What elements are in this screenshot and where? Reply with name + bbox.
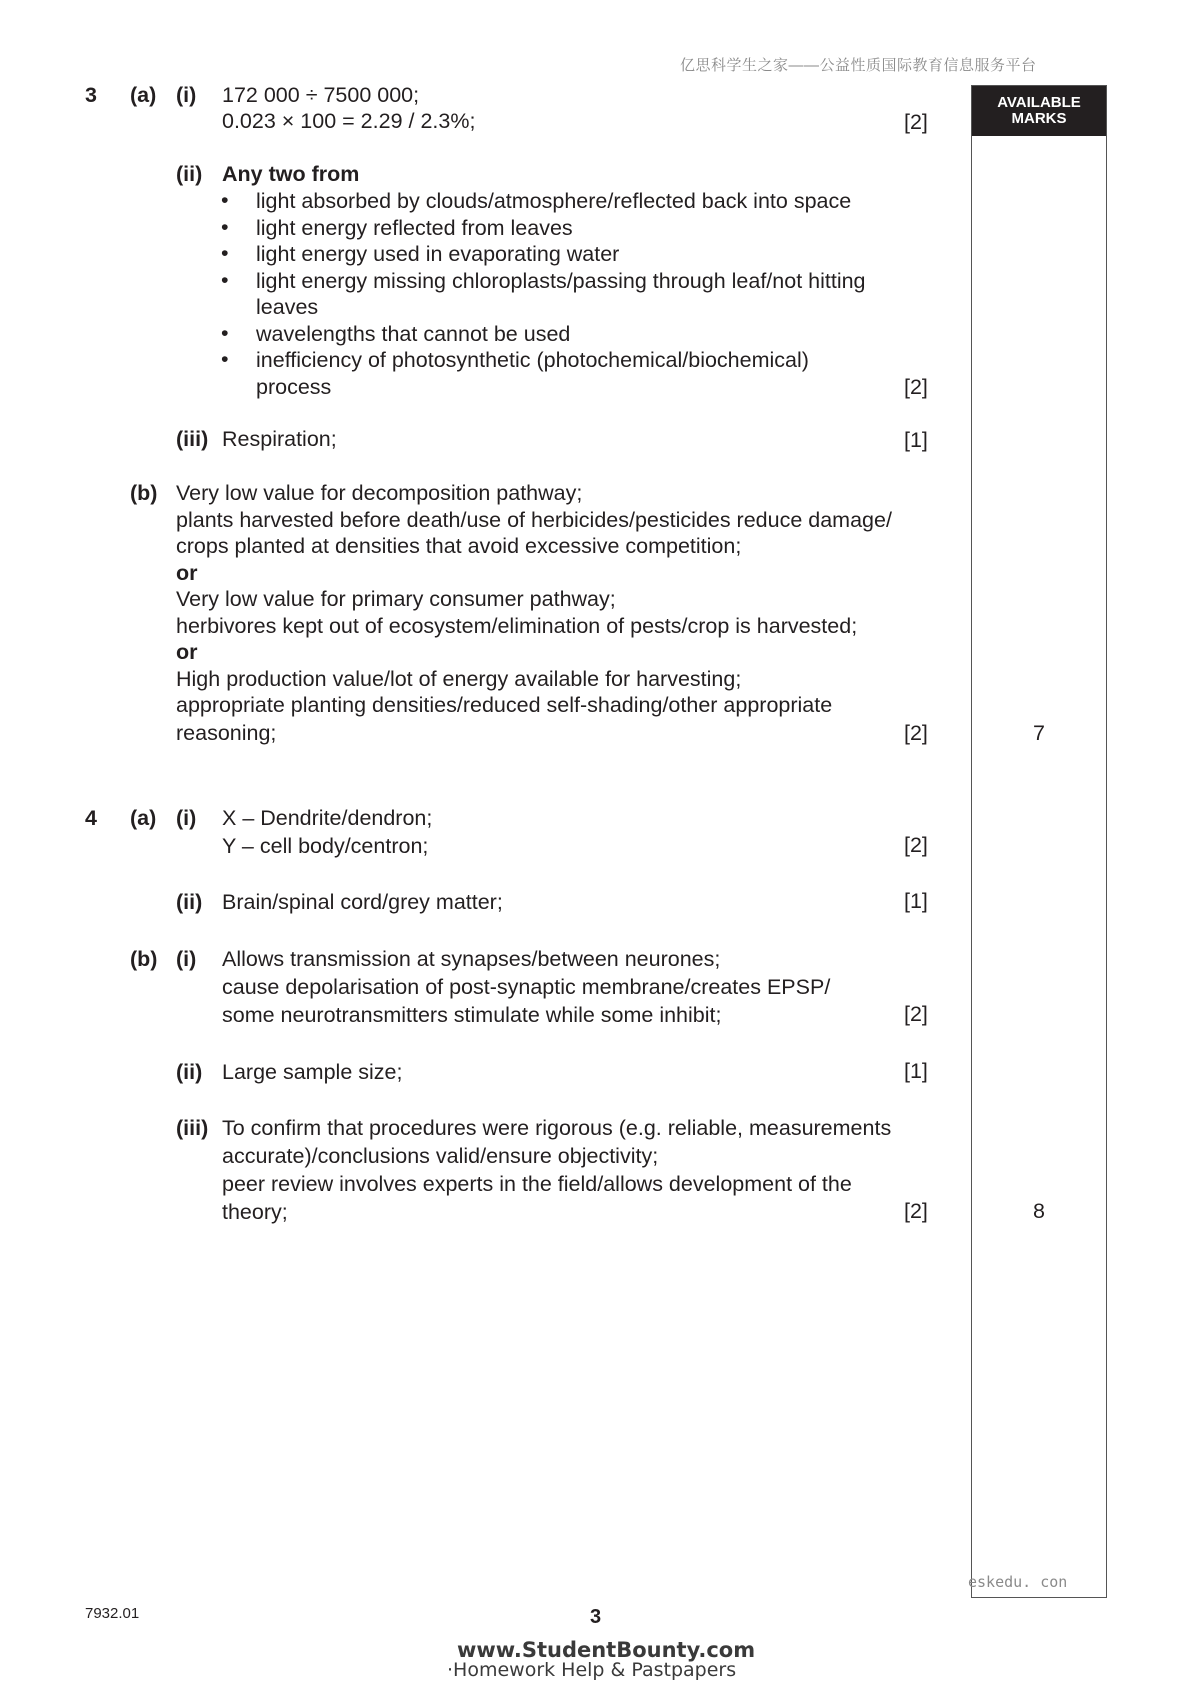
q3-a-ii-bullet-1: light absorbed by clouds/atmosphere/reflected back into space: [256, 189, 852, 213]
q3-a-i-mark: [2]: [904, 110, 928, 134]
q3-b-line-2: plants harvested before death/use of herbicides/pesticides reduce damage/: [176, 508, 892, 532]
q3-b-line-5: Very low value for primary consumer pathway;: [176, 587, 616, 611]
q3-a-i-line2: 0.023 × 100 = 2.29 / 2.3%;: [222, 109, 476, 133]
q3-b-line-3: crops planted at densities that avoid excessive competition;: [176, 534, 742, 558]
q4-b-i-mark: [2]: [904, 1002, 928, 1026]
q3-a-ii-bullet-2: light energy reflected from leaves: [256, 216, 573, 240]
q3-a-ii-bullet-4: light energy missing chloroplasts/passing through leaf/not hitting: [256, 269, 866, 293]
q4-b-iii-line-3: peer review involves experts in the field/allows development of the: [222, 1172, 852, 1196]
q3-b-or-2: or: [176, 640, 198, 664]
q4-number: 4: [85, 806, 97, 830]
q4-b-ii-text: Large sample size;: [222, 1060, 403, 1084]
q3-b-label: (b): [130, 481, 158, 505]
q4-b-ii-mark: [1]: [904, 1059, 928, 1083]
q3-number: 3: [85, 83, 97, 107]
q4-b-label: (b): [130, 947, 158, 971]
available-marks-column: [971, 85, 1107, 1598]
bullet: •: [221, 268, 229, 292]
q3-a-ii-bullet-4-cont: leaves: [256, 295, 319, 319]
q3-b-line-1: Very low value for decomposition pathway;: [176, 481, 583, 505]
footer-tagline: ·Homework Help & Pastpapers: [447, 1659, 737, 1681]
q3-a-iii-text: Respiration;: [222, 427, 337, 451]
q3-a-iii-mark: [1]: [904, 428, 928, 452]
q3-a-ii-heading: Any two from: [222, 162, 360, 186]
q4-b-iii-line-2: accurate)/conclusions valid/ensure objectivity;: [222, 1144, 659, 1168]
bullet: •: [221, 241, 229, 265]
q3-a-ii-bullet-5: wavelengths that cannot be used: [256, 322, 571, 346]
q4-b-ii-label: (ii): [176, 1060, 203, 1084]
bullet: •: [221, 188, 229, 212]
q3-a-i-line1: 172 000 ÷ 7500 000;: [222, 83, 420, 107]
q3-a-ii-label: (ii): [176, 162, 203, 186]
q4-b-iii-mark: [2]: [904, 1199, 928, 1223]
footer-site-link[interactable]: www.StudentBounty.com: [457, 1638, 756, 1662]
marks-header-line2: MARKS: [1011, 110, 1067, 127]
q3-a-ii-mark: [2]: [904, 375, 928, 399]
q4-a-ii-label: (ii): [176, 890, 203, 914]
bullet: •: [221, 215, 229, 239]
q4-b-i-line-2: cause depolarisation of post-synaptic membrane/creates EPSP/: [222, 975, 831, 999]
q3-b-line-8: High production value/lot of energy available for harvesting;: [176, 667, 742, 691]
q4-b-i-line-3: some neurotransmitters stimulate while some inhibit;: [222, 1003, 722, 1027]
q4-a-ii-mark: [1]: [904, 889, 928, 913]
watermark-bottom: eskedu. con: [968, 1573, 1068, 1591]
q3-available-marks: 7: [1033, 721, 1045, 745]
q3-b-mark: [2]: [904, 721, 928, 745]
available-marks-header: [972, 86, 1106, 136]
bullet: •: [221, 321, 229, 345]
paper-code: 7932.01: [85, 1605, 140, 1622]
q3-a-ii-bullet-6: inefficiency of photosynthetic (photochemical/biochemical): [256, 348, 809, 372]
q3-a-label: (a): [130, 83, 157, 107]
q4-b-iii-line-1: To confirm that procedures were rigorous (e.g. reliable, measurements: [222, 1116, 892, 1140]
q4-b-iii-label: (iii): [176, 1116, 209, 1140]
page-number: 3: [590, 1606, 602, 1628]
q3-a-iii-label: (iii): [176, 427, 209, 451]
q3-b-line-9: appropriate planting densities/reduced self-shading/other appropriate: [176, 693, 833, 717]
q4-available-marks: 8: [1033, 1199, 1045, 1223]
marks-header-line1: AVAILABLE: [997, 94, 1081, 111]
q3-a-ii-bullet-6-cont: process: [256, 375, 332, 399]
q4-b-i-label: (i): [176, 947, 197, 971]
q4-a-i-label: (i): [176, 806, 197, 830]
q3-b-or-1: or: [176, 561, 198, 585]
q3-b-line-6: herbivores kept out of ecosystem/elimination of pests/crop is harvested;: [176, 614, 858, 638]
q4-a-ii-text: Brain/spinal cord/grey matter;: [222, 890, 503, 914]
q4-b-iii-line-4: theory;: [222, 1200, 288, 1224]
q4-a-i-mark: [2]: [904, 833, 928, 857]
bullet: •: [221, 347, 229, 371]
q4-a-label: (a): [130, 806, 157, 830]
q4-a-i-line1: X – Dendrite/dendron;: [222, 806, 433, 830]
q3-a-i-label: (i): [176, 83, 197, 107]
q4-a-i-line2: Y – cell body/centron;: [222, 834, 429, 858]
q3-a-ii-bullet-3: light energy used in evaporating water: [256, 242, 620, 266]
q3-b-line-10: reasoning;: [176, 721, 277, 745]
watermark-top: 亿思科学生之家——公益性质国际教育信息服务平台: [680, 57, 1037, 74]
q4-b-i-line-1: Allows transmission at synapses/between neurones;: [222, 947, 721, 971]
